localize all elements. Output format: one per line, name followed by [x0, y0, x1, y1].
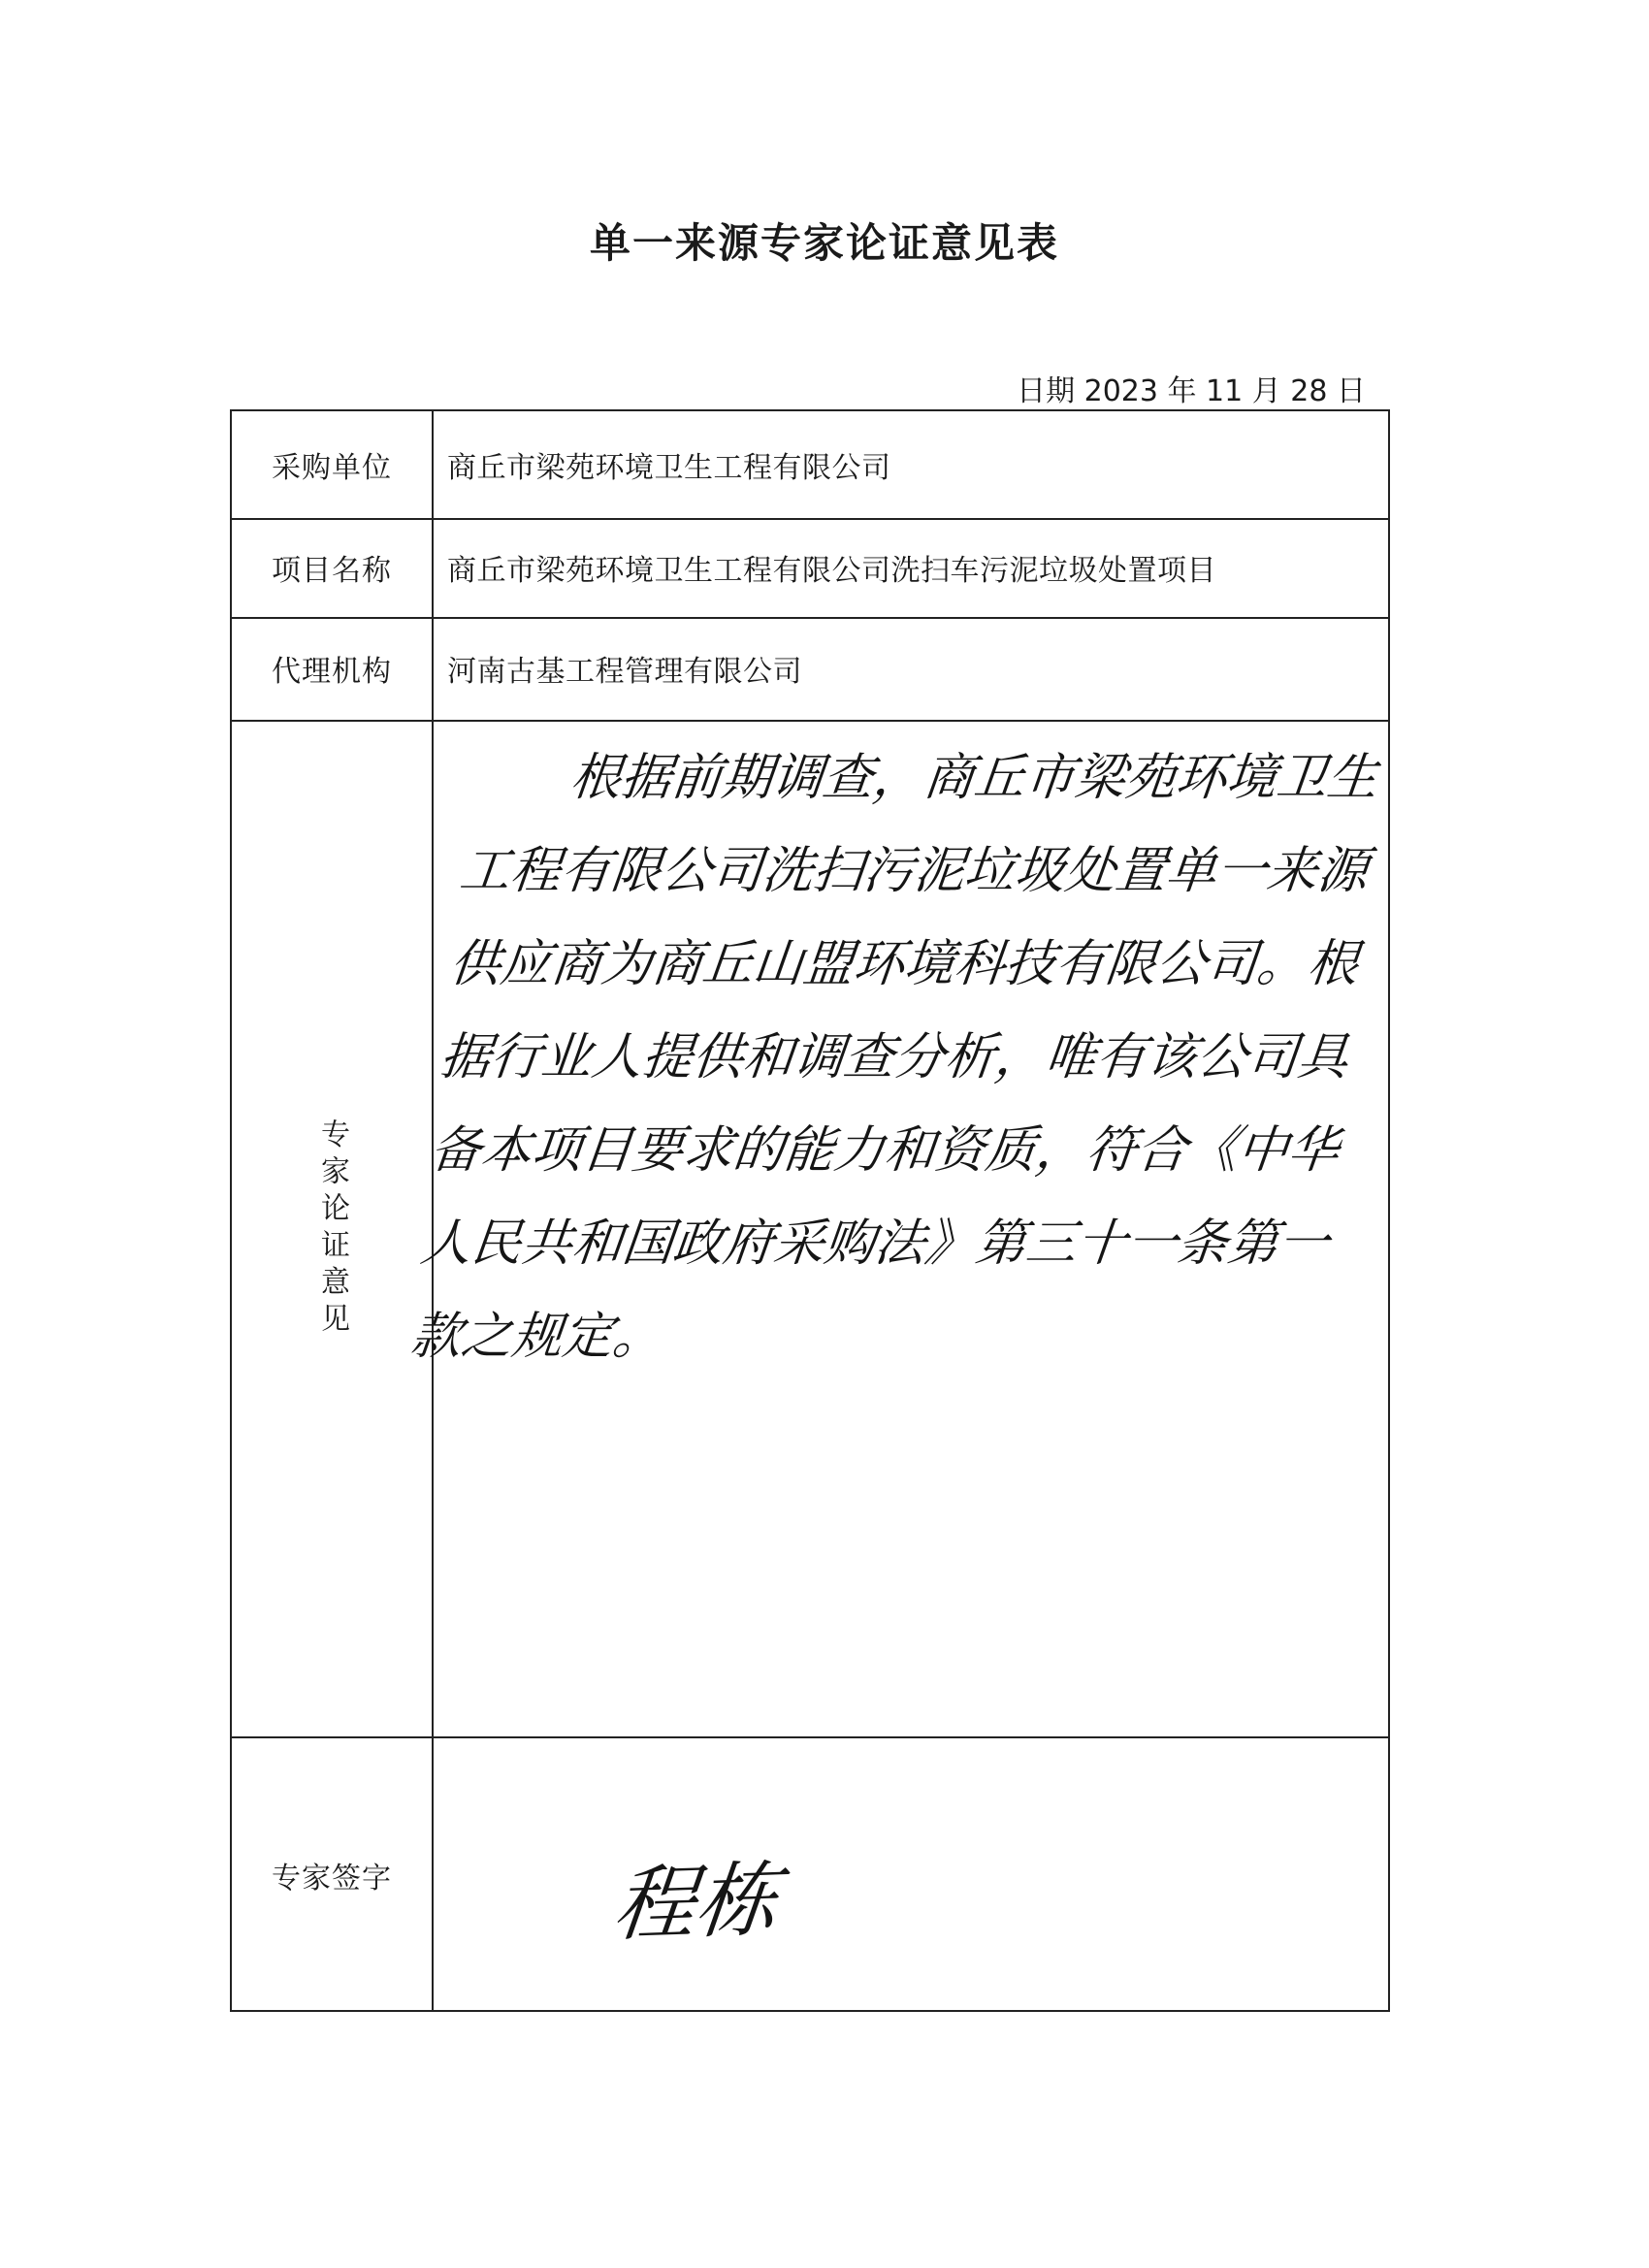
opinion-form-table [230, 409, 1390, 2012]
agency-label: 代理机构 [272, 655, 392, 689]
opinion-text: 根据前期调查，商丘市梁苑环境卫生工程有限公司洗扫污泥垃圾处置单一来源供应商为商丘山盟环境科技有限公司。根据行业人提供和调查分析，唯有该公司具备本项目要求的能力和资质，符合《中华人民共和国政府采购法》第三十一条第一款之规定。 [407, 749, 1381, 1366]
purchaser-label: 采购单位 [272, 451, 392, 485]
date-label: 日期 2023 年 11 月 28 日 [1017, 374, 1366, 408]
opinion-label-cell [232, 722, 432, 1736]
handwritten-opinion [406, 731, 1406, 1383]
agency-value: 河南古基工程管理有限公司 [447, 655, 802, 689]
signature-label: 专家签字 [272, 1862, 392, 1895]
project-name-label: 项目名称 [272, 554, 392, 588]
handwritten-signature: 程栋 [608, 1852, 783, 1953]
form-title: 单一来源专家论证意见表 [589, 219, 1059, 267]
opinion-label: 专家论证意见 [315, 1118, 349, 1340]
project-name-value: 商丘市梁苑环境卫生工程有限公司洗扫车污泥垃圾处置项目 [447, 554, 1216, 588]
purchaser-value: 商丘市梁苑环境卫生工程有限公司 [447, 451, 891, 485]
